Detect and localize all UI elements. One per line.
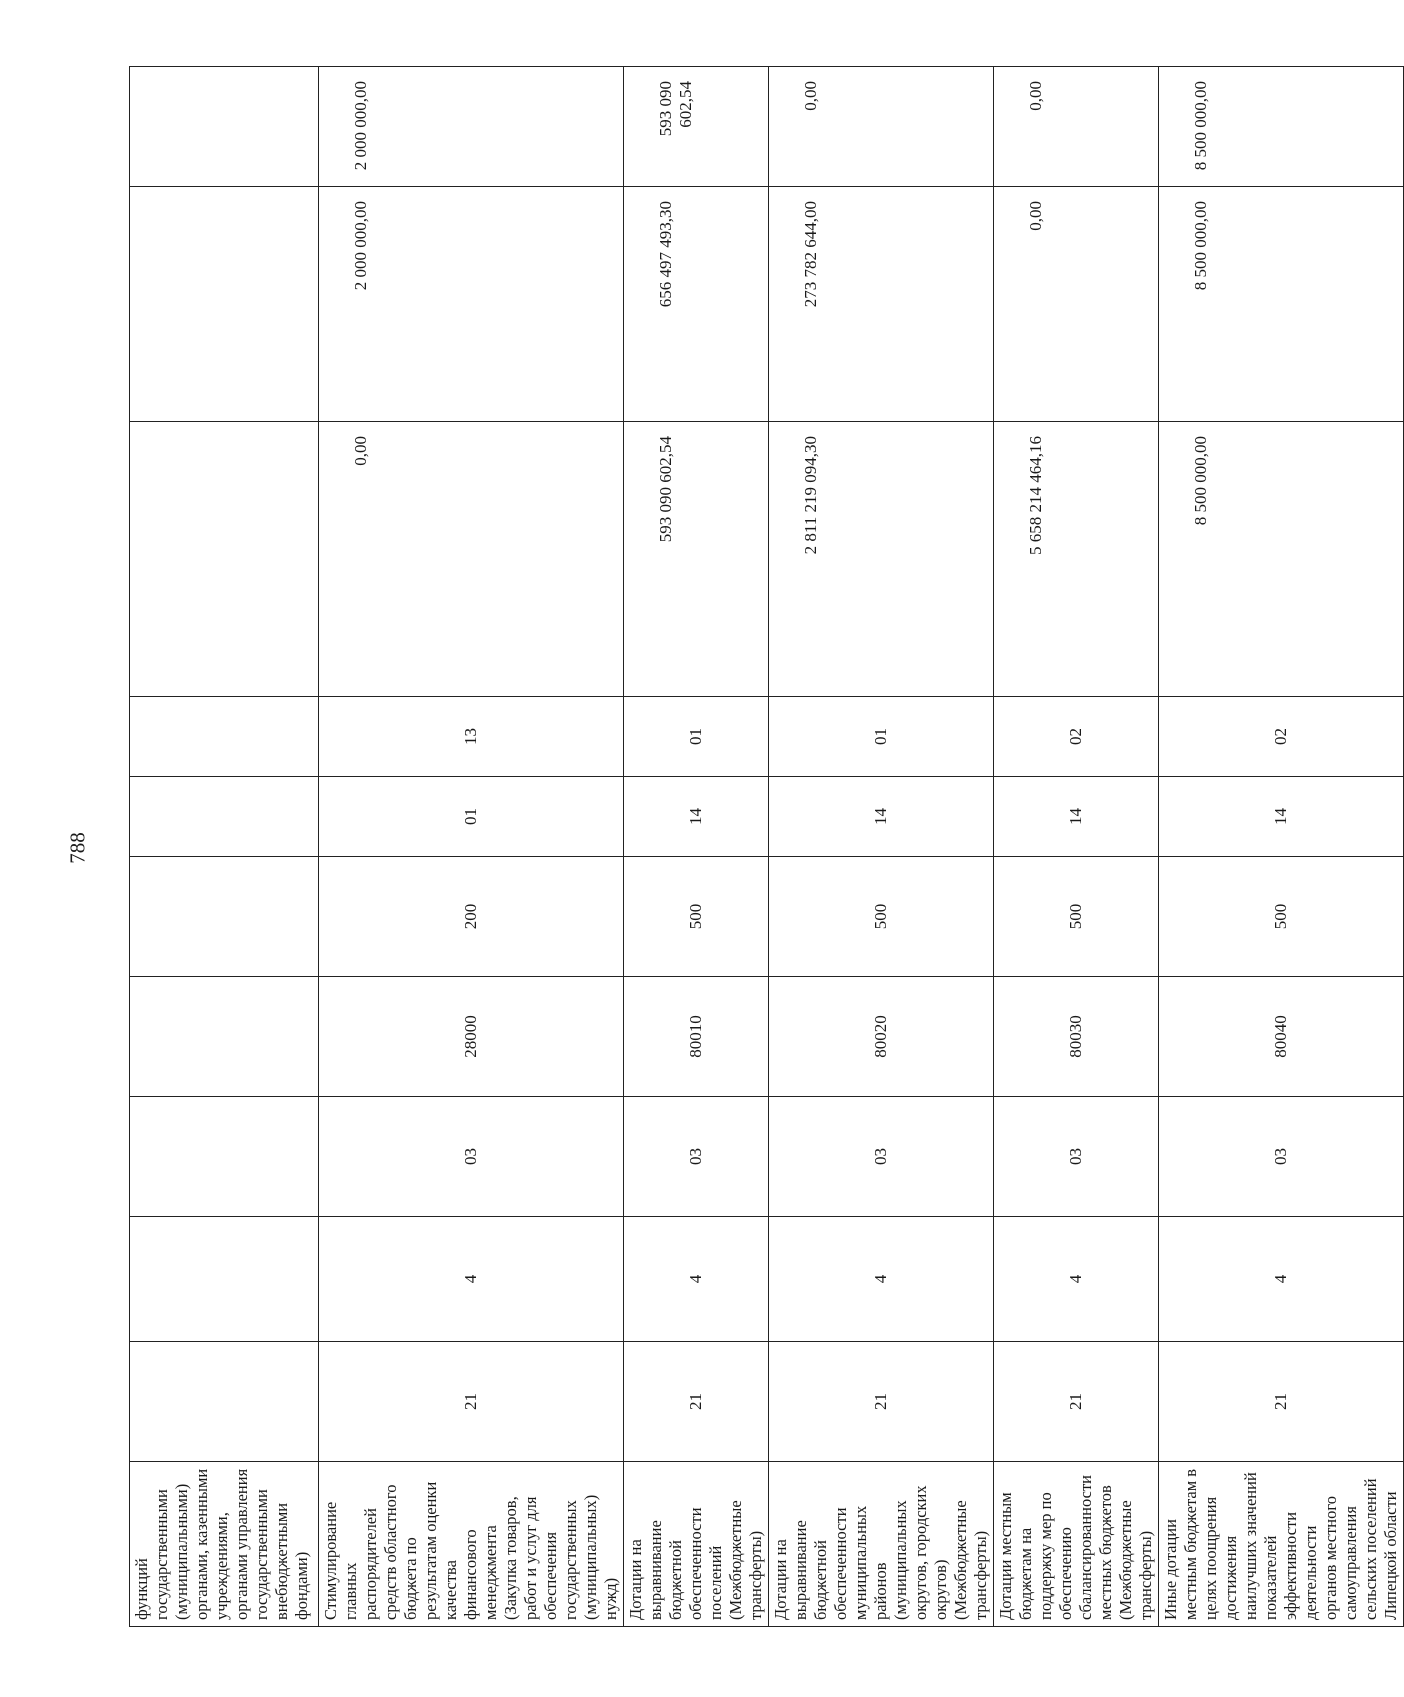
amount-3: 8 500 000,00 xyxy=(1159,67,1404,187)
code-section: 14 xyxy=(769,777,994,857)
code-administrator: 21 xyxy=(769,1342,994,1462)
code-administrator: 21 xyxy=(319,1342,624,1462)
amount-2: 0,00 xyxy=(994,187,1159,422)
code-program: 4 xyxy=(319,1217,624,1342)
page-number: 788 xyxy=(65,832,90,864)
amount-3: 0,00 xyxy=(994,67,1159,187)
code-section: 14 xyxy=(624,777,769,857)
code-subsection: 01 xyxy=(624,697,769,777)
code-subsection: 02 xyxy=(994,697,1159,777)
row-description: Дотации на выравнивание бюджетной обеспеченности муниципальных районов (муниципальных округов, городских округов) (Межбюджетные трансферты) xyxy=(769,1462,994,1627)
code-section: 14 xyxy=(994,777,1159,857)
code-subprogram: 03 xyxy=(319,1097,624,1217)
code-subsection: 13 xyxy=(319,697,624,777)
table-row xyxy=(769,67,994,1627)
row-description: Дотации на выравнивание бюджетной обеспеченности поселений (Межбюджетные трансферты) xyxy=(624,1462,769,1627)
code-direction: 80020 xyxy=(769,977,994,1097)
table-row xyxy=(624,67,769,1627)
amount-1: 593 090 602,54 xyxy=(624,422,769,697)
amount-2: 8 500 000,00 xyxy=(1159,187,1404,422)
code-administrator xyxy=(130,1342,319,1462)
code-expense-type: 500 xyxy=(769,857,994,977)
code-program: 4 xyxy=(994,1217,1159,1342)
amount-3 xyxy=(130,67,319,187)
code-subprogram xyxy=(130,1097,319,1217)
code-expense-type: 500 xyxy=(1159,857,1404,977)
code-direction: 80030 xyxy=(994,977,1159,1097)
amount-2: 2 000 000,00 xyxy=(319,187,624,422)
code-direction: 80040 xyxy=(1159,977,1404,1097)
table-row xyxy=(994,67,1159,1627)
code-subprogram: 03 xyxy=(1159,1097,1404,1217)
code-expense-type xyxy=(130,857,319,977)
amount-3: 2 000 000,00 xyxy=(319,67,624,187)
code-expense-type: 500 xyxy=(994,857,1159,977)
code-section: 01 xyxy=(319,777,624,857)
amount-1: 2 811 219 094,30 xyxy=(769,422,994,697)
code-direction: 80010 xyxy=(624,977,769,1097)
amount-1: 0,00 xyxy=(319,422,624,697)
amount-1: 8 500 000,00 xyxy=(1159,422,1404,697)
table-row xyxy=(319,67,624,1627)
code-subprogram: 03 xyxy=(624,1097,769,1217)
table-row xyxy=(1159,67,1404,1627)
budget-table-wrapper xyxy=(129,67,1400,1627)
amount-2: 273 782 644,00 xyxy=(769,187,994,422)
amount-3: 0,00 xyxy=(769,67,994,187)
amount-3: 593 090 602,54 xyxy=(624,67,769,187)
table-row xyxy=(130,67,319,1627)
code-direction xyxy=(130,977,319,1097)
code-program: 4 xyxy=(1159,1217,1404,1342)
code-administrator: 21 xyxy=(994,1342,1159,1462)
code-subsection: 02 xyxy=(1159,697,1404,777)
row-description: Иные дотации местным бюджетам в целях поощрения достижения наилучших значений показателей эффективности деятельности органов местного самоуправления сельских поселений Липецкой области xyxy=(1159,1462,1404,1627)
code-expense-type: 500 xyxy=(624,857,769,977)
code-subsection xyxy=(130,697,319,777)
code-program xyxy=(130,1217,319,1342)
code-program: 4 xyxy=(769,1217,994,1342)
row-description: функций государственными (муниципальными) органами, казенными учреждениями, органами управления государственными внебюджетными фондами) xyxy=(130,1462,319,1627)
amount-1 xyxy=(130,422,319,697)
code-subprogram: 03 xyxy=(994,1097,1159,1217)
code-expense-type: 200 xyxy=(319,857,624,977)
code-administrator: 21 xyxy=(1159,1342,1404,1462)
code-subprogram: 03 xyxy=(769,1097,994,1217)
budget-table xyxy=(129,66,1404,1627)
code-section: 14 xyxy=(1159,777,1404,857)
row-description: Дотации местным бюджетам на поддержку мер по обеспечению сбалансированности местных бюджетов (Межбюджетные трансферты) xyxy=(994,1462,1159,1627)
code-section xyxy=(130,777,319,857)
code-direction: 28000 xyxy=(319,977,624,1097)
code-program: 4 xyxy=(624,1217,769,1342)
amount-1: 5 658 214 464,16 xyxy=(994,422,1159,697)
code-administrator: 21 xyxy=(624,1342,769,1462)
amount-2 xyxy=(130,187,319,422)
amount-2: 656 497 493,30 xyxy=(624,187,769,422)
code-subsection: 01 xyxy=(769,697,994,777)
row-description: Стимулирование главных распорядителей средств областного бюджета по результатам оценки качества финансового менеджмента (Закупка товаров, работ и услуг для обеспечения государственных (муниципальных) нужд) xyxy=(319,1462,624,1627)
